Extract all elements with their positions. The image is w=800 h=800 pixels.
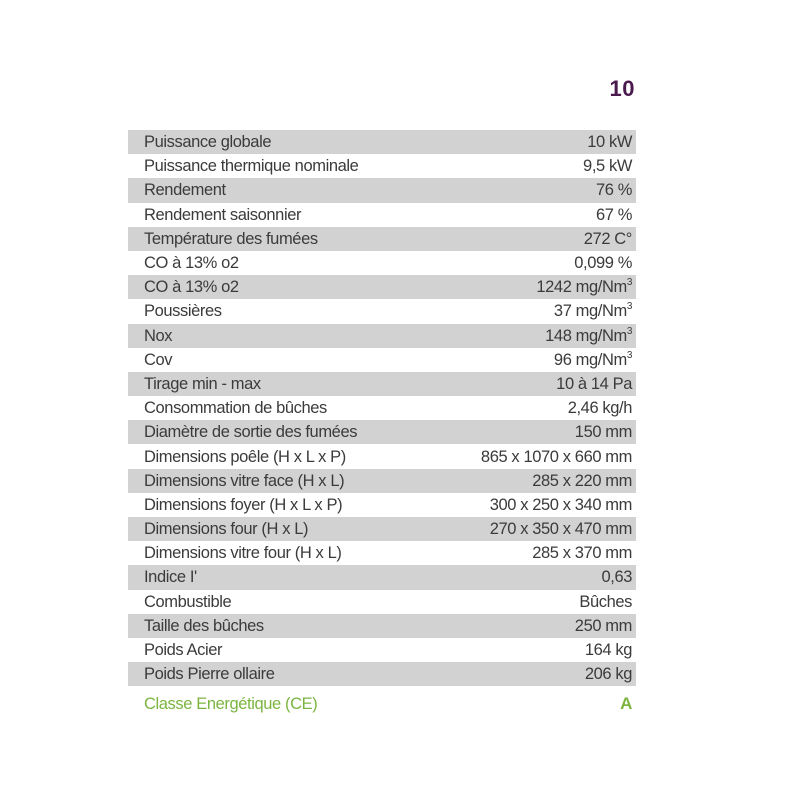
- spec-value: 270 x 350 x 470 mm: [489, 520, 632, 539]
- spec-value-text: 148 mg/Nm: [545, 326, 627, 345]
- spec-row: [128, 517, 636, 541]
- spec-row: [128, 178, 636, 202]
- spec-value-text: 96 mg/Nm: [553, 350, 627, 369]
- spec-value: 150 mm: [574, 423, 632, 442]
- spec-value: 2,46 kg/h: [567, 399, 632, 418]
- spec-value: 0,099 %: [574, 254, 632, 273]
- spec-row: [128, 493, 636, 517]
- spec-row: [128, 662, 636, 686]
- spec-label: Poids Pierre ollaire: [144, 665, 275, 684]
- spec-value-text: 37 mg/Nm: [553, 302, 627, 321]
- spec-label: CO à 13% o2: [144, 278, 239, 297]
- spec-row: [128, 396, 636, 420]
- spec-label: Tirage min - max: [144, 374, 261, 393]
- spec-row: [128, 299, 636, 323]
- spec-row: [128, 324, 636, 348]
- spec-label: Poussières: [144, 302, 222, 321]
- spec-value: 206 kg: [584, 665, 632, 684]
- superscript: 3: [626, 325, 632, 337]
- spec-value: [545, 324, 632, 348]
- model-number: 10: [609, 76, 635, 101]
- spec-value: 0,63: [601, 568, 632, 587]
- energy-class-value: A: [620, 694, 632, 714]
- superscript: 3: [626, 301, 632, 313]
- spec-label: Rendement saisonnier: [144, 205, 302, 224]
- spec-value: 67 %: [595, 205, 632, 224]
- spec-label: Poids Acier: [144, 641, 223, 660]
- spec-value: 285 x 220 mm: [532, 471, 632, 490]
- spec-value: 865 x 1070 x 660 mm: [480, 447, 632, 466]
- spec-label: Diamètre de sortie des fumées: [144, 423, 358, 442]
- spec-row: [128, 590, 636, 614]
- spec-label: Dimensions four (H x L): [144, 520, 309, 539]
- spec-row: [128, 203, 636, 227]
- spec-label: Taille des bûches: [144, 616, 264, 635]
- spec-row: [128, 469, 636, 493]
- spec-value-text: 1242 mg/Nm: [536, 278, 627, 297]
- spec-row: [128, 275, 636, 299]
- spec-label: Dimensions vitre face (H x L): [144, 471, 345, 490]
- spec-row: [128, 444, 636, 468]
- spec-value: 10 à 14 Pa: [556, 374, 632, 393]
- spec-row: [128, 130, 636, 154]
- spec-row: [128, 372, 636, 396]
- spec-row: [128, 348, 636, 372]
- spec-label: Nox: [144, 326, 173, 345]
- spec-value: [554, 348, 632, 372]
- spec-value: 76 %: [595, 181, 632, 200]
- spec-row: [128, 638, 636, 662]
- spec-row: [128, 227, 636, 251]
- spec-value: 250 mm: [574, 616, 632, 635]
- spec-label: CO à 13% o2: [144, 254, 239, 273]
- spec-label: Rendement: [144, 181, 226, 200]
- spec-row: [128, 420, 636, 444]
- spec-label: Température des fumées: [144, 229, 318, 248]
- spec-row: [128, 251, 636, 275]
- spec-table: [128, 130, 636, 717]
- spec-value: [536, 275, 632, 299]
- spec-value: 300 x 250 x 340 mm: [489, 495, 632, 514]
- spec-value: 272 C°: [583, 229, 632, 248]
- spec-label: Puissance globale: [144, 133, 272, 152]
- energy-class-label: Classe Energétique (CE): [144, 695, 318, 714]
- spec-value: 10 kW: [587, 133, 632, 152]
- spec-label: Dimensions foyer (H x L x P): [144, 495, 343, 514]
- spec-value: Bûches: [579, 592, 632, 611]
- superscript: 3: [626, 277, 632, 289]
- spec-value: 9,5 kW: [583, 157, 632, 176]
- spec-row: [128, 541, 636, 565]
- energy-class-row: [128, 692, 636, 716]
- spec-value: [554, 299, 632, 323]
- spec-label: Puissance thermique nominale: [144, 157, 359, 176]
- spec-label: Dimensions poêle (H x L x P): [144, 447, 346, 466]
- spec-value: 164 kg: [584, 641, 632, 660]
- spec-row: [128, 154, 636, 178]
- spec-label: Cov: [144, 350, 173, 369]
- spec-value: 285 x 370 mm: [532, 544, 632, 563]
- spec-label: Indice I': [144, 568, 197, 587]
- spec-row: [128, 614, 636, 638]
- spec-label: Dimensions vitre four (H x L): [144, 544, 342, 563]
- spec-label: Combustible: [144, 592, 232, 611]
- superscript: 3: [626, 349, 632, 361]
- spec-row: [128, 565, 636, 589]
- spec-label: Consommation de bûches: [144, 399, 327, 418]
